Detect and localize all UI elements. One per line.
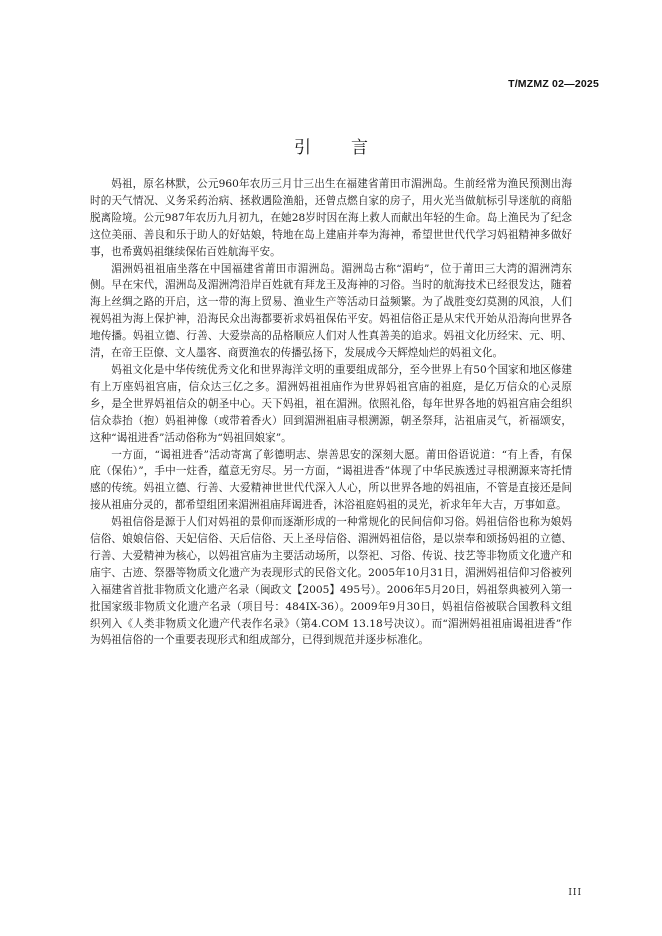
page-number: III: [568, 888, 582, 898]
paragraph: 湄洲妈祖祖庙坐落在中国福建省莆田市湄洲岛。湄洲岛古称“湄屿”，位于莆田三大湾的湄洲湾东侧。早在宋代，湄洲岛及湄洲湾沿岸百姓就有拜龙王及海神的习俗。当时的航海技术已经很发达，随着海上丝绸之路的开启，这一带的海上贸易、渔业生产等活动日益频繁。为了战胜变幻莫测的风浪，人们视妈祖为海上保护神，沿海民众出海都要祈求妈祖保佑平安。妈祖信俗正是从宋代开始从沿海向世界各地传播。妈祖立德、行善、大爱崇高的品格顺应人们对人性真善美的追求。妈祖文化历经宋、元、明、清，在帝王臣僚、文人墨客、商贾渔农的传播弘扬下，发展成今天辉煌灿烂的妈祖文化。: [90, 262, 572, 360]
body-text: [90, 176, 572, 649]
paragraph: 妈祖文化是中华传统优秀文化和世界海洋文明的重要组成部分，至今世界上有50个国家和地区修建有上万座妈祖宫庙，信众达三亿之多。湄洲妈祖祖庙作为世界妈祖宫庙的祖庭，是亿万信众的心灵原乡，是全世界妈祖信众的朝圣中心。天下妈祖，祖在湄洲。依照礼俗，每年世界各地的妈祖宫庙会组织信众恭抬（抱）妈祖神像（或带着香火）回到湄洲祖庙寻根溯源，朝圣祭拜，沾祖庙灵气，祈福颂安，这种“谒祖进香”活动俗称为“妈祖回娘家”。: [90, 363, 572, 444]
page-title: 引言: [294, 138, 408, 158]
document-code: T/MZMZ 02—2025: [508, 78, 599, 90]
paragraph: 妈祖，原名林默，公元960年农历三月廿三出生在福建省莆田市湄洲岛。生前经常为渔民预测出海时的天气情况、义务采药治病、拯救遇险渔船，还曾点燃自家的房子，用火光当做航标引导迷航的商船脱离险境。公元987年农历九月初九，在她28岁时因在海上救人而献出年轻的生命。岛上渔民为了纪念这位美丽、善良和乐于助人的好姑娘，特地在岛上建庙并奉为海神，希望世世代代学习妈祖精神多做好事，也希冀妈祖继续保佑百姓航海平安。: [90, 178, 572, 258]
paragraph: 一方面，“谒祖进香”活动寄寓了彰德明志、崇善思安的深刻大愿。莆田俗语说道：“有上香，有保庇（保佑）”，手中一炷香，蕴意无穷尽。另一方面，“谒祖进香”体现了中华民族透过寻根溯源来寄托情感的传统。妈祖立德、行善、大爱精神世世代代深入人心，所以世界各地的妈祖庙，不管是直接还是间接从祖庙分灵的，都希望组团来湄洲祖庙拜谒进香，沐浴祖庭妈祖的灵光，祈求年年大吉，万事如意。: [90, 448, 572, 512]
paragraph: 妈祖信俗是源于人们对妈祖的景仰而逐渐形成的一种常规化的民间信仰习俗。妈祖信俗也称为娘妈信俗、娘娘信俗、天妃信俗、天后信俗、天上圣母信俗、湄洲妈祖信俗，是以崇奉和颂扬妈祖的立德、行善、大爱精神为核心，以妈祖宫庙为主要活动场所，以祭祀、习俗、传说、技艺等非物质文化遗产和庙宇、古迹、祭器等物质文化遗产为表现形式的民俗文化。2005年10月31日，湄洲妈祖信仰习俗被列入福建省首批非物质文化遗产名录（闽政文【2005】495号）。2006年5月20日，妈祖祭典被列入第一批国家级非物质文化遗产名录（项目号：484IX-36）。2009年9月30日，妈祖信俗被联合国教科文组织列入《人类非物质文化遗产代表作名录》（第4.COM 13.18号决议）。而“湄洲妈祖祖庙谒祖进香”作为妈祖信俗的一个重要表现形式和组成部分，已得到规范并逐步标准化。: [90, 516, 572, 647]
